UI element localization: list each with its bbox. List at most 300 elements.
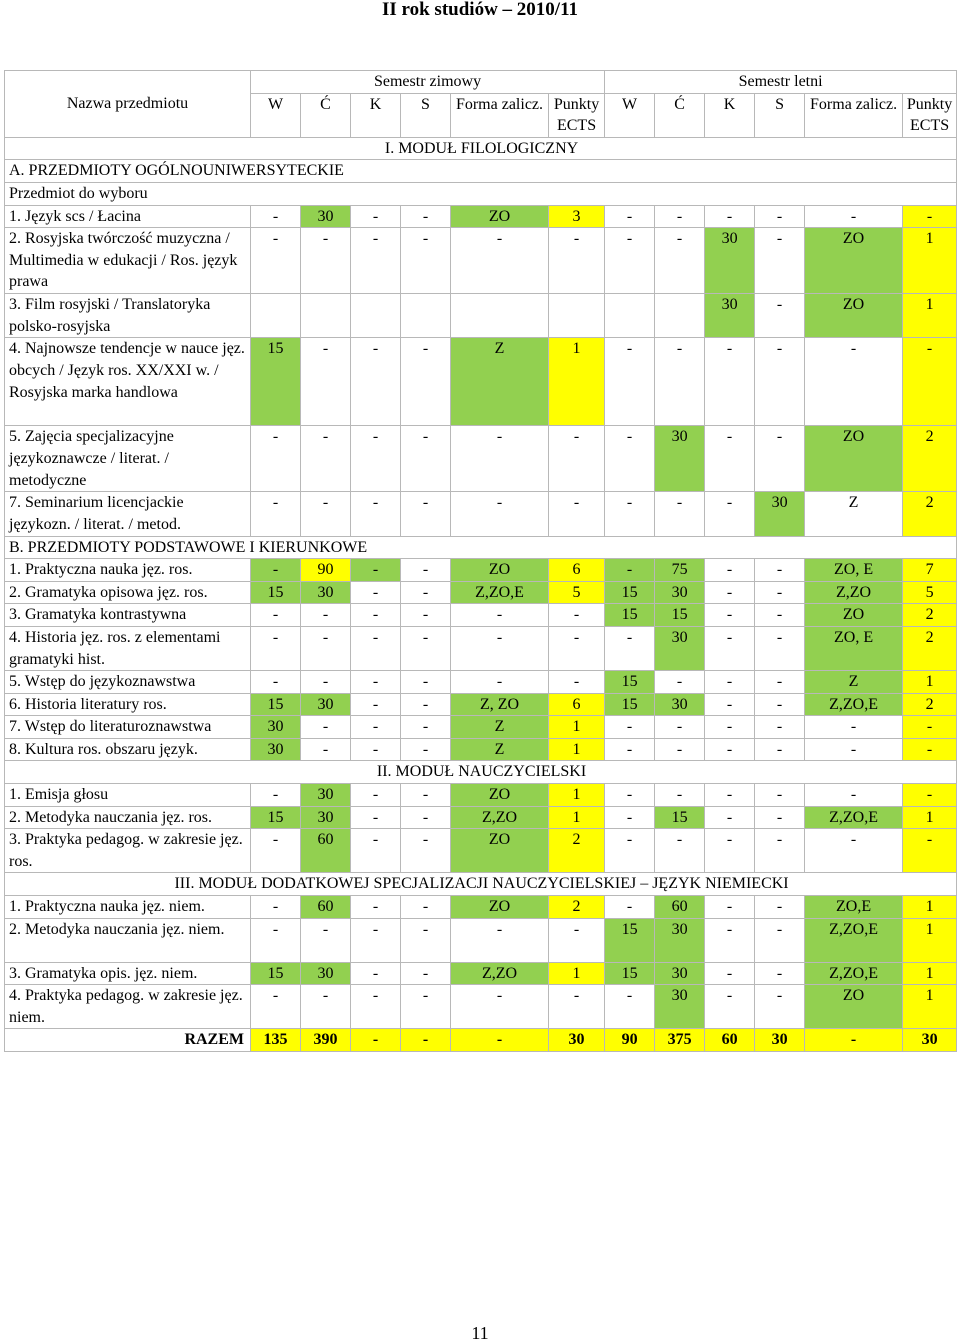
course-name: 7. Wstęp do literaturoznawstwa [5, 716, 251, 739]
value-cell: 6 [549, 559, 605, 582]
value-cell: - [705, 693, 755, 716]
value-cell: - [401, 559, 451, 582]
course-name: 6. Historia literatury ros. [5, 693, 251, 716]
value-cell: - [755, 896, 805, 919]
value-cell: - [605, 205, 655, 228]
value-cell: - [251, 829, 301, 873]
total-cell: - [401, 1029, 451, 1052]
course-row [5, 985, 957, 1029]
total-cell: - [351, 1029, 401, 1052]
value-cell: - [705, 918, 755, 962]
value-cell: - [401, 205, 451, 228]
value-cell: 5 [549, 581, 605, 604]
value-cell: - [351, 426, 401, 492]
value-cell: 5 [903, 581, 957, 604]
value-cell: - [251, 492, 301, 536]
value-cell: - [251, 671, 301, 694]
course-name: 3. Gramatyka kontrastywna [5, 604, 251, 627]
value-cell: - [401, 806, 451, 829]
value-cell: - [903, 738, 957, 761]
value-cell: 1 [903, 985, 957, 1029]
value-cell: - [549, 228, 605, 294]
value-cell: 30 [655, 581, 705, 604]
value-cell: - [401, 784, 451, 807]
value-cell: - [251, 228, 301, 294]
curriculum-table [4, 70, 957, 1052]
header-col: Forma zalicz. [805, 93, 903, 137]
value-cell: ZO [805, 604, 903, 627]
total-cell: - [451, 1029, 549, 1052]
course-name: 3. Praktyka pedagog. w zakresie jęz. ros. [5, 829, 251, 873]
value-cell: ZO [451, 784, 549, 807]
course-name: 2. Rosyjska twórczość muzyczna / Multimedia w edukacji / Ros. język prawa [5, 228, 251, 294]
course-row [5, 693, 957, 716]
value-cell: ZO,E [805, 896, 903, 919]
value-cell: - [451, 626, 549, 670]
value-cell: - [705, 896, 755, 919]
value-cell: - [451, 985, 549, 1029]
value-cell: - [451, 918, 549, 962]
section-row [5, 182, 957, 205]
value-cell: - [549, 604, 605, 627]
value-cell: - [755, 671, 805, 694]
value-cell: - [755, 806, 805, 829]
value-cell: - [755, 784, 805, 807]
value-cell [655, 294, 705, 338]
value-cell: - [549, 985, 605, 1029]
value-cell: 30 [251, 716, 301, 739]
value-cell: 2 [903, 426, 957, 492]
value-cell: - [605, 738, 655, 761]
value-cell: - [549, 426, 605, 492]
value-cell: - [705, 581, 755, 604]
value-cell: - [705, 205, 755, 228]
value-cell: 15 [655, 604, 705, 627]
value-cell: - [605, 829, 655, 873]
value-cell: 30 [655, 918, 705, 962]
value-cell: Z,ZO [451, 806, 549, 829]
course-name: 1. Język scs / Łacina [5, 205, 251, 228]
value-cell: - [755, 228, 805, 294]
page-number: 11 [471, 1323, 489, 1343]
value-cell: 30 [655, 985, 705, 1029]
value-cell: 2 [903, 604, 957, 627]
value-cell: - [755, 338, 805, 426]
value-cell: ZO [451, 896, 549, 919]
page-title: II rok studiów – 2010/11 [381, 0, 579, 20]
value-cell: - [401, 716, 451, 739]
value-cell: - [755, 626, 805, 670]
value-cell: 1 [903, 962, 957, 985]
course-row [5, 626, 957, 670]
value-cell: - [605, 626, 655, 670]
value-cell: - [805, 205, 903, 228]
value-cell: - [605, 228, 655, 294]
value-cell: 15 [605, 693, 655, 716]
course-row [5, 205, 957, 228]
value-cell: - [251, 985, 301, 1029]
value-cell: 15 [251, 581, 301, 604]
value-cell: - [401, 581, 451, 604]
course-name: 5. Wstęp do językoznawstwa [5, 671, 251, 694]
value-cell: 1 [549, 738, 605, 761]
section-heading: II. MODUŁ NAUCZYCIELSKI [5, 761, 957, 784]
value-cell [301, 294, 351, 338]
value-cell: - [655, 338, 705, 426]
section-row [5, 761, 957, 784]
course-name: 1. Emisja głosu [5, 784, 251, 807]
value-cell: - [351, 581, 401, 604]
value-cell: - [251, 626, 301, 670]
total-cell: 390 [301, 1029, 351, 1052]
value-cell: 15 [251, 806, 301, 829]
value-cell: 2 [903, 693, 957, 716]
value-cell: - [605, 896, 655, 919]
value-cell: - [705, 626, 755, 670]
value-cell: 1 [903, 806, 957, 829]
value-cell: - [705, 806, 755, 829]
value-cell: - [351, 962, 401, 985]
value-cell: - [301, 492, 351, 536]
course-name: 7. Seminarium licencjackie językozn. / literat. / metod. [5, 492, 251, 536]
course-name: 2. Metodyka nauczania jęz. niem. [5, 918, 251, 962]
value-cell: - [301, 338, 351, 426]
value-cell: - [401, 338, 451, 426]
value-cell: Z, ZO [451, 693, 549, 716]
header-winter: Semestr zimowy [251, 71, 605, 94]
value-cell: - [351, 671, 401, 694]
value-cell: - [903, 829, 957, 873]
value-cell: 30 [655, 426, 705, 492]
course-row [5, 738, 957, 761]
value-cell: - [705, 716, 755, 739]
value-cell: - [805, 784, 903, 807]
value-cell: 1 [549, 806, 605, 829]
value-cell: 15 [605, 604, 655, 627]
value-cell: 1 [903, 294, 957, 338]
value-cell: 30 [251, 738, 301, 761]
course-row [5, 604, 957, 627]
total-cell: 90 [605, 1029, 655, 1052]
value-cell: - [549, 626, 605, 670]
value-cell: - [755, 738, 805, 761]
value-cell: - [755, 918, 805, 962]
value-cell: Z,ZO,E [805, 918, 903, 962]
header-col: W [251, 93, 301, 137]
course-name: 5. Zajęcia specjalizacyjne językoznawcze / literat. / metodyczne [5, 426, 251, 492]
value-cell: Z,ZO [451, 962, 549, 985]
value-cell [549, 294, 605, 338]
value-cell: Z [451, 716, 549, 739]
value-cell: - [605, 985, 655, 1029]
value-cell: - [655, 228, 705, 294]
header-col: Ć [301, 93, 351, 137]
value-cell: - [401, 626, 451, 670]
value-cell: 60 [301, 896, 351, 919]
total-cell: 30 [903, 1029, 957, 1052]
value-cell: - [755, 962, 805, 985]
value-cell: - [401, 671, 451, 694]
value-cell: ZO [805, 426, 903, 492]
value-cell: - [705, 829, 755, 873]
value-cell: - [401, 492, 451, 536]
value-cell: - [655, 784, 705, 807]
header-name: Nazwa przedmiotu [5, 71, 251, 138]
course-row [5, 716, 957, 739]
course-name: 1. Praktyczna nauka jęz. ros. [5, 559, 251, 582]
value-cell: - [705, 985, 755, 1029]
value-cell: 15 [605, 918, 655, 962]
value-cell: 3 [549, 205, 605, 228]
value-cell: - [301, 738, 351, 761]
value-cell [251, 294, 301, 338]
value-cell: - [755, 581, 805, 604]
value-cell: - [903, 338, 957, 426]
value-cell: - [605, 338, 655, 426]
value-cell: - [401, 985, 451, 1029]
value-cell: - [805, 829, 903, 873]
course-row [5, 962, 957, 985]
course-row [5, 784, 957, 807]
value-cell: - [755, 716, 805, 739]
section-row [5, 137, 957, 160]
value-cell: - [655, 829, 705, 873]
value-cell: 30 [655, 626, 705, 670]
value-cell: 30 [705, 294, 755, 338]
value-cell: - [451, 228, 549, 294]
course-name: 3. Film rosyjski / Translatoryka polsko-rosyjska [5, 294, 251, 338]
course-name: 2. Gramatyka opisowa jęz. ros. [5, 581, 251, 604]
value-cell: - [351, 716, 401, 739]
value-cell: - [549, 671, 605, 694]
value-cell: - [755, 693, 805, 716]
section-row [5, 160, 957, 183]
value-cell: 2 [903, 626, 957, 670]
value-cell: - [605, 716, 655, 739]
header-col: K [351, 93, 401, 137]
value-cell: - [903, 784, 957, 807]
value-cell: - [401, 228, 451, 294]
value-cell: - [301, 985, 351, 1029]
header-col: S [755, 93, 805, 137]
value-cell: - [351, 626, 401, 670]
value-cell: - [301, 671, 351, 694]
course-row [5, 896, 957, 919]
value-cell: - [705, 559, 755, 582]
value-cell [605, 294, 655, 338]
value-cell: - [301, 228, 351, 294]
value-cell: - [251, 896, 301, 919]
value-cell: - [401, 426, 451, 492]
value-cell: - [451, 426, 549, 492]
value-cell: - [605, 784, 655, 807]
value-cell: - [705, 604, 755, 627]
value-cell: - [401, 829, 451, 873]
value-cell: - [351, 829, 401, 873]
value-cell: - [655, 492, 705, 536]
value-cell: 15 [251, 693, 301, 716]
value-cell: ZO [451, 829, 549, 873]
value-cell: ZO, E [805, 626, 903, 670]
value-cell: - [401, 918, 451, 962]
value-cell: - [705, 738, 755, 761]
header-row-semesters [5, 71, 957, 94]
value-cell: - [251, 918, 301, 962]
value-cell: - [351, 228, 401, 294]
section-heading: I. MODUŁ FILOLOGICZNY [5, 137, 957, 160]
section-heading: III. MODUŁ DODATKOWEJ SPECJALIZACJI NAUCZYCIELSKIEJ – JĘZYK NIEMIECKI [5, 873, 957, 896]
value-cell: - [351, 693, 401, 716]
value-cell: 30 [301, 962, 351, 985]
value-cell: 2 [903, 492, 957, 536]
value-cell: 30 [301, 205, 351, 228]
value-cell: - [755, 426, 805, 492]
value-cell: - [451, 604, 549, 627]
value-cell [451, 294, 549, 338]
value-cell: - [605, 559, 655, 582]
value-cell: 1 [903, 896, 957, 919]
course-row [5, 671, 957, 694]
course-row [5, 918, 957, 962]
value-cell: - [705, 962, 755, 985]
value-cell: 30 [655, 962, 705, 985]
value-cell: - [351, 806, 401, 829]
value-cell: 15 [605, 581, 655, 604]
course-row [5, 426, 957, 492]
value-cell: - [401, 693, 451, 716]
value-cell: 75 [655, 559, 705, 582]
value-cell: 6 [549, 693, 605, 716]
value-cell: - [351, 985, 401, 1029]
course-row [5, 559, 957, 582]
total-label: RAZEM [5, 1029, 251, 1052]
value-cell: - [655, 738, 705, 761]
value-cell: - [251, 559, 301, 582]
value-cell: - [351, 738, 401, 761]
value-cell: - [351, 604, 401, 627]
value-cell: Z [451, 738, 549, 761]
value-cell: Z [451, 338, 549, 426]
value-cell: - [351, 205, 401, 228]
value-cell: - [805, 338, 903, 426]
value-cell: 1 [903, 918, 957, 962]
course-name: 8. Kultura ros. obszaru język. [5, 738, 251, 761]
value-cell: - [805, 738, 903, 761]
value-cell: - [301, 716, 351, 739]
total-row [5, 1029, 957, 1052]
section-heading: B. PRZEDMIOTY PODSTAWOWE I KIERUNKOWE [5, 536, 957, 559]
value-cell: - [755, 604, 805, 627]
value-cell: - [605, 426, 655, 492]
value-cell: Z,ZO [805, 581, 903, 604]
value-cell: - [451, 671, 549, 694]
value-cell: - [451, 492, 549, 536]
course-name: 3. Gramatyka opis. jęz. niem. [5, 962, 251, 985]
value-cell: 15 [251, 338, 301, 426]
value-cell: - [401, 604, 451, 627]
value-cell: 30 [705, 228, 755, 294]
value-cell: ZO [805, 294, 903, 338]
total-cell: 60 [705, 1029, 755, 1052]
value-cell: - [351, 896, 401, 919]
value-cell: - [301, 626, 351, 670]
header-col: Punkty ECTS [903, 93, 957, 137]
header-summer: Semestr letni [605, 71, 957, 94]
value-cell: Z,ZO,E [805, 806, 903, 829]
course-name: 4. Najnowsze tendencje w nauce jęz. obcych / Język ros. XX/XXI w. / Rosyjska marka handlowa [5, 338, 251, 426]
course-row [5, 228, 957, 294]
value-cell: 1 [549, 784, 605, 807]
course-name: 2. Metodyka nauczania jęz. ros. [5, 806, 251, 829]
value-cell: - [705, 784, 755, 807]
value-cell: - [401, 962, 451, 985]
value-cell: 15 [655, 806, 705, 829]
value-cell: 1 [549, 716, 605, 739]
value-cell: - [805, 716, 903, 739]
course-row [5, 829, 957, 873]
value-cell: 1 [549, 338, 605, 426]
value-cell: 7 [903, 559, 957, 582]
value-cell: 1 [903, 671, 957, 694]
value-cell: - [351, 559, 401, 582]
value-cell: - [705, 492, 755, 536]
value-cell: - [549, 918, 605, 962]
value-cell: - [903, 205, 957, 228]
header-col: Forma zalicz. [451, 93, 549, 137]
section-heading: Przedmiot do wyboru [5, 182, 957, 205]
course-name: 1. Praktyczna nauka jęz. niem. [5, 896, 251, 919]
value-cell: 30 [301, 784, 351, 807]
header-col: K [705, 93, 755, 137]
value-cell: ZO [805, 985, 903, 1029]
value-cell: 15 [605, 671, 655, 694]
value-cell: 30 [301, 693, 351, 716]
value-cell: 30 [301, 581, 351, 604]
value-cell: 1 [903, 228, 957, 294]
value-cell: Z,ZO,E [805, 962, 903, 985]
value-cell: - [251, 784, 301, 807]
value-cell: - [655, 205, 705, 228]
total-cell: 30 [755, 1029, 805, 1052]
value-cell: - [351, 492, 401, 536]
value-cell: - [251, 604, 301, 627]
value-cell: - [251, 426, 301, 492]
value-cell: 30 [301, 806, 351, 829]
value-cell: - [755, 294, 805, 338]
header-col: Ć [655, 93, 705, 137]
section-row [5, 873, 957, 896]
value-cell: - [705, 671, 755, 694]
value-cell: - [301, 604, 351, 627]
course-name: 4. Historia jęz. ros. z elementami gramatyki hist. [5, 626, 251, 670]
value-cell: - [605, 492, 655, 536]
value-cell: - [351, 338, 401, 426]
value-cell: ZO, E [805, 559, 903, 582]
total-cell: 135 [251, 1029, 301, 1052]
header-col: Punkty ECTS [549, 93, 605, 137]
total-cell: 30 [549, 1029, 605, 1052]
value-cell: - [549, 492, 605, 536]
header-col: W [605, 93, 655, 137]
value-cell: - [705, 338, 755, 426]
value-cell: ZO [451, 559, 549, 582]
value-cell: - [301, 426, 351, 492]
value-cell: - [401, 896, 451, 919]
value-cell: 15 [605, 962, 655, 985]
value-cell: - [401, 738, 451, 761]
section-heading: A. PRZEDMIOTY OGÓLNOUNIWERSYTECKIE [5, 160, 957, 183]
value-cell: 30 [755, 492, 805, 536]
